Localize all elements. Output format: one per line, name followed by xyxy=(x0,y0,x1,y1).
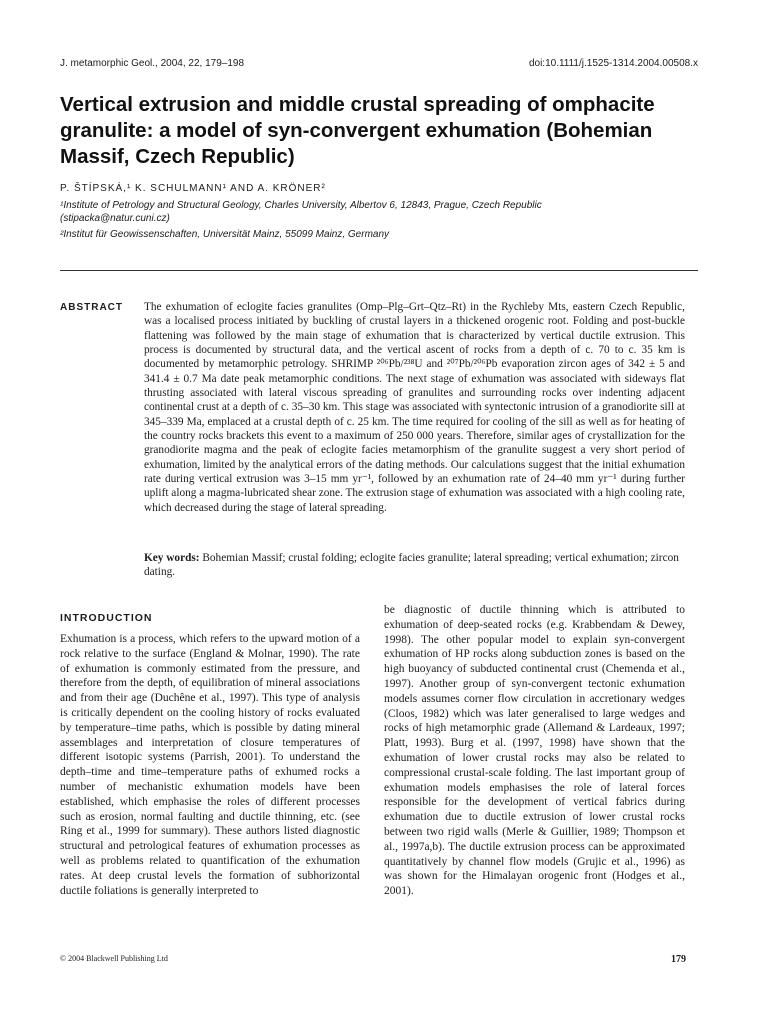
introduction-right-column: be diagnostic of ductile thinning which is attributed to exhumation of deep-seated rocks (e.g. Krabbendam & Dewey, 1998). The other popular model to explain syn-convergent exhumation of HP rocks along subduction zones is based on the high buoyancy of subducted continental crust (Chemenda et al., 1997). Another group of syn-convergent tectonic exhumation models assumes corner flow circulation in accretionary wedges (Cloos, 1982) which was later generalised to large wedges and rocks of high metamorphic grade (Allemand & Lardeaux, 1997; Platt, 1993). Burg et al. (1997, 1998) have shown that the exhumation of lower crustal rocks may also be related to compressional crustal-scale folding. The last important group of exhumation models emphasises the role of lateral forces responsible for the development of vertical fabrics during exhumation due to ductile extrusion of lower crustal rocks between two rigid walls (Merle & Guillier, 1989; Thompson et al., 1997a,b). The ductile extrusion process can be approximated quantitatively by channel flow models (Grujic et al., 1996) as was shown for the Himalayan orogenic front (Hodges et al., 2001). xyxy=(384,604,685,898)
abstract-label: ABSTRACT xyxy=(60,302,123,313)
authors: P. ŠTÍPSKÁ,¹ K. SCHULMANN¹ AND A. KRÖNER² xyxy=(60,183,326,194)
section-heading-introduction: INTRODUCTION xyxy=(60,612,153,624)
keywords xyxy=(144,551,685,579)
page-number: 179 xyxy=(671,954,686,965)
paper-title: Vertical extrusion and middle crustal spreading of omphacite granulite: a model of syn-convergent exhumation (Bohemian Massif, Czech Republic) xyxy=(60,93,655,168)
divider xyxy=(60,270,698,271)
keywords-text: Bohemian Massif; crustal folding; eclogite facies granulite; lateral spreading; vertical exhumation; zircon dating. xyxy=(144,552,679,579)
affiliation-email: (stipacka@natur.cuni.cz) xyxy=(60,213,170,224)
introduction-left-column: Exhumation is a process, which refers to the upward motion of a rock relative to the surface (England & Molnar, 1990). The rate of exhumation is commonly estimated from the pressure, and therefore from the depth, of equilibration of mineral associations and from their age (Duchêne et al., 1997). This type of analysis is critically dependent on the cooling history of rocks evaluated by temperature–time paths, which is possible by dating mineral assemblages and interpretation of closure temperatures of different isotopic systems (Parrish, 2001). To understand the depth–time and time–temperature paths of exhumed rocks a number of mechanistic exhumation models have been established, which emphasise the roles of different processes such as erosion, normal faulting and ductile thinning, etc. (see Ring et al., 1999 for summary). These authors listed diagnostic structural and petrological features of exhumation processes as well as problems related to quantification of the exhumation rates. At deep crustal levels the formation of subhorizontal ductile foliations is generally interpreted to xyxy=(60,633,360,897)
affiliation-2: ²Institut für Geowissenschaften, Universität Mainz, 55099 Mainz, Germany xyxy=(60,229,390,240)
keywords-label: Key words: xyxy=(144,552,200,564)
journal-citation: J. metamorphic Geol., 2004, 22, 179–198 xyxy=(60,58,245,69)
affiliation-1: ¹Institute of Petrology and Structural Geology, Charles University, Albertov 6, 12843, Prague, Czech Republic xyxy=(60,200,542,211)
running-header xyxy=(60,58,698,74)
copyright: © 2004 Blackwell Publishing Ltd xyxy=(60,954,168,963)
doi: doi:10.1111/j.1525-1314.2004.00508.x xyxy=(528,58,698,69)
abstract-text: The exhumation of eclogite facies granulites (Omp–Plg–Grt–Qtz–Rt) in the Rychleby Mts, eastern Czech Republic, was a localised process initiated by buckling of crustal layers in a thickened orogenic root. Folding and post-buckle flattening was followed by the main stage of exhumation that is characterized by vertical ductile extrusion. This process is documented by structural data, and the vertical ascent of rocks from a depth of c. 70 to c. 35 km is documented by metamorphic petrology. SHRIMP ²⁰⁶Pb/²³⁸U and ²⁰⁷Pb/²⁰⁶Pb evaporation zircon ages of 342 ± 5 and 341.4 ± 0.7 Ma date peak metamorphic conditions. The next stage of exhumation was associated with sideways flat thrusting associated with lateral viscous spreading of granulites and surrounding rocks over indenting adjacent continental crust at a depth of c. 35–30 km. This stage was associated with syntectonic intrusion of a granodiorite sill at 345–339 Ma, emplaced at a crustal depth of c. 25 km. The time required for cooling of the sill as well as for heating of the country rocks brackets this event to a maximum of 250 000 years. Therefore, similar ages of crystallization for the granodiorite magma and the peak of eclogite facies metamorphism of the granulite suggest a very short period of exhumation, limited by the analytical errors of the dating methods. Our calculations suggest that the initial exhumation rate during vertical extrusion was 3–15 mm yr⁻¹, followed by an exhumation rate of 24–40 mm yr⁻¹ during further uplift along a magma-lubricated shear zone. The extrusion stage of exhumation was associated with a high cooling rate, which decreased during the stage of lateral spreading. xyxy=(144,301,685,514)
